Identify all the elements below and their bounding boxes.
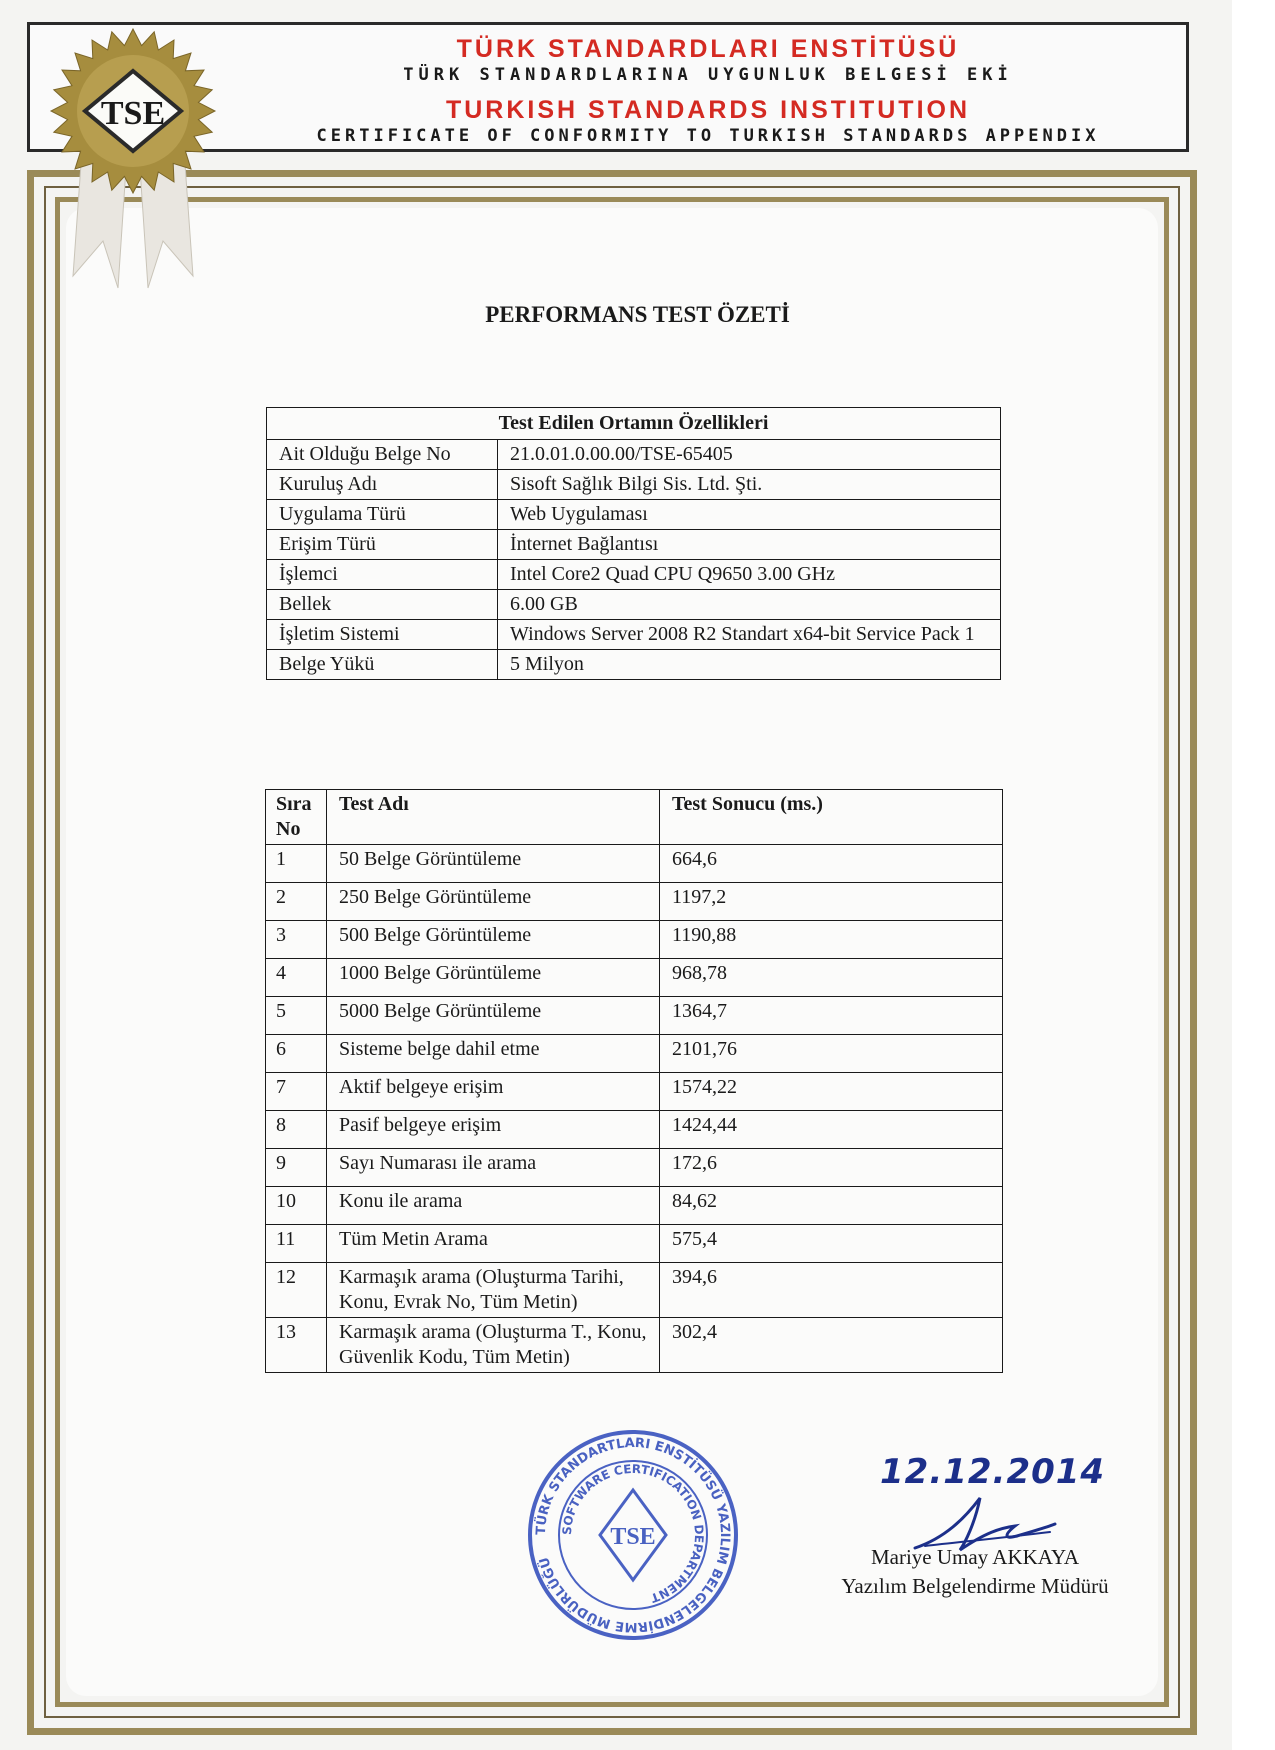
results-header-row [266,790,1003,845]
stamp-center-text: TSE [610,1524,656,1550]
result-row [266,1073,1003,1111]
environment-row [267,440,1001,470]
results-table [265,789,1003,1373]
result-sira-no: 4 [266,959,327,997]
environment-label: Belge Yükü [267,650,498,680]
result-sira-no: 12 [266,1263,327,1318]
result-row [266,1035,1003,1073]
result-test-name: Tüm Metin Arama [327,1225,660,1263]
tr-institution-title: TÜRK STANDARDLARI ENSTİTÜSÜ [456,35,960,63]
environment-label: Kuruluş Adı [267,470,498,500]
result-test-value: 664,6 [660,845,1003,883]
result-test-name: 5000 Belge Görüntüleme [327,997,660,1035]
environment-row [267,560,1001,590]
en-certificate-subtitle: CERTIFICATE OF CONFORMITY TO TURKISH STANDARDS APPENDIX [316,126,1100,146]
tse-logo-text: TSE [100,95,166,132]
result-test-value: 302,4 [660,1318,1003,1373]
scan-edge [1232,0,1275,1750]
environment-caption: Test Edilen Ortamın Özellikleri [267,408,1001,440]
result-test-value: 172,6 [660,1149,1003,1187]
result-sira-no: 1 [266,845,327,883]
result-row [266,1187,1003,1225]
environment-label: İşlemci [267,560,498,590]
tse-seal-logo [48,26,218,296]
result-sira-no: 6 [266,1035,327,1073]
environment-row [267,470,1001,500]
environment-label: İşletim Sistemi [267,620,498,650]
environment-value: Web Uygulaması [498,500,1001,530]
result-row [266,845,1003,883]
environment-row [267,500,1001,530]
document-title: PERFORMANS TEST ÖZETİ [485,302,790,327]
environment-row [267,590,1001,620]
result-sira-no: 13 [266,1318,327,1373]
signer-title: Yazılım Belgelendirme Müdürü [841,1574,1109,1598]
environment-value: 5 Milyon [498,650,1001,680]
signature-date: 12.12.2014 [880,1452,1106,1492]
tse-software-certification-stamp [526,1428,740,1642]
header-test-adi: Test Adı [327,790,660,845]
result-row [266,1263,1003,1318]
header-sira-no: Sıra No [266,790,327,845]
environment-row [267,650,1001,680]
result-test-value: 84,62 [660,1187,1003,1225]
result-row [266,997,1003,1035]
result-test-name: Pasif belgeye erişim [327,1111,660,1149]
result-test-value: 575,4 [660,1225,1003,1263]
result-row [266,959,1003,997]
environment-value: Intel Core2 Quad CPU Q9650 3.00 GHz [498,560,1001,590]
result-row [266,1225,1003,1263]
environment-row [267,620,1001,650]
result-test-value: 1197,2 [660,883,1003,921]
environment-value: Sisoft Sağlık Bilgi Sis. Ltd. Şti. [498,470,1001,500]
result-test-name: 500 Belge Görüntüleme [327,921,660,959]
result-test-value: 1424,44 [660,1111,1003,1149]
result-test-value: 1364,7 [660,997,1003,1035]
result-test-name: 50 Belge Görüntüleme [327,845,660,883]
signer-name: Mariye Umay AKKAYA [870,1545,1080,1569]
header-test-sonucu: Test Sonucu (ms.) [660,790,1003,845]
result-row [266,1111,1003,1149]
environment-label: Ait Olduğu Belge No [267,440,498,470]
result-test-value: 1190,88 [660,921,1003,959]
result-test-name: Karmaşık arama (Oluşturma Tarihi, Konu, Evrak No, Tüm Metin) [327,1263,660,1318]
result-test-value: 394,6 [660,1263,1003,1318]
environment-value: İnternet Bağlantısı [498,530,1001,560]
result-test-name: Karmaşık arama (Oluşturma T., Konu, Güvenlik Kodu, Tüm Metin) [327,1318,660,1373]
environment-value: 6.00 GB [498,590,1001,620]
result-sira-no: 11 [266,1225,327,1263]
result-sira-no: 5 [266,997,327,1035]
environment-label: Erişim Türü [267,530,498,560]
result-sira-no: 3 [266,921,327,959]
result-test-value: 968,78 [660,959,1003,997]
result-row [266,1149,1003,1187]
result-sira-no: 10 [266,1187,327,1225]
result-test-value: 2101,76 [660,1035,1003,1073]
result-row [266,1318,1003,1373]
environment-label: Uygulama Türü [267,500,498,530]
result-test-name: 1000 Belge Görüntüleme [327,959,660,997]
environment-value: 21.0.01.0.00.00/TSE-65405 [498,440,1001,470]
environment-caption-row [267,408,1001,440]
tr-certificate-subtitle: TÜRK STANDARDLARINA UYGUNLUK BELGESİ EKİ [403,65,1013,85]
result-test-name: 250 Belge Görüntüleme [327,883,660,921]
result-test-name: Aktif belgeye erişim [327,1073,660,1111]
result-sira-no: 7 [266,1073,327,1111]
result-test-name: Sisteme belge dahil etme [327,1035,660,1073]
result-sira-no: 8 [266,1111,327,1149]
environment-label: Bellek [267,590,498,620]
result-sira-no: 2 [266,883,327,921]
environment-value: Windows Server 2008 R2 Standart x64-bit Service Pack 1 [498,620,1001,650]
result-test-value: 1574,22 [660,1073,1003,1111]
result-sira-no: 9 [266,1149,327,1187]
environment-row [267,530,1001,560]
result-test-name: Sayı Numarası ile arama [327,1149,660,1187]
result-row [266,921,1003,959]
stamp-inner-text: SOFTWARE CERTIFICATION DEPARTMENT [559,1461,707,1606]
en-institution-title: TURKISH STANDARDS INSTITUTION [445,96,971,124]
result-row [266,883,1003,921]
environment-table [266,407,1001,680]
result-test-name: Konu ile arama [327,1187,660,1225]
stamp-outer-text: TÜRK STANDARTLARI ENSTİTÜSÜ YAZILIM BELGELENDİRME MÜDÜRLÜĞÜ [533,1435,733,1635]
